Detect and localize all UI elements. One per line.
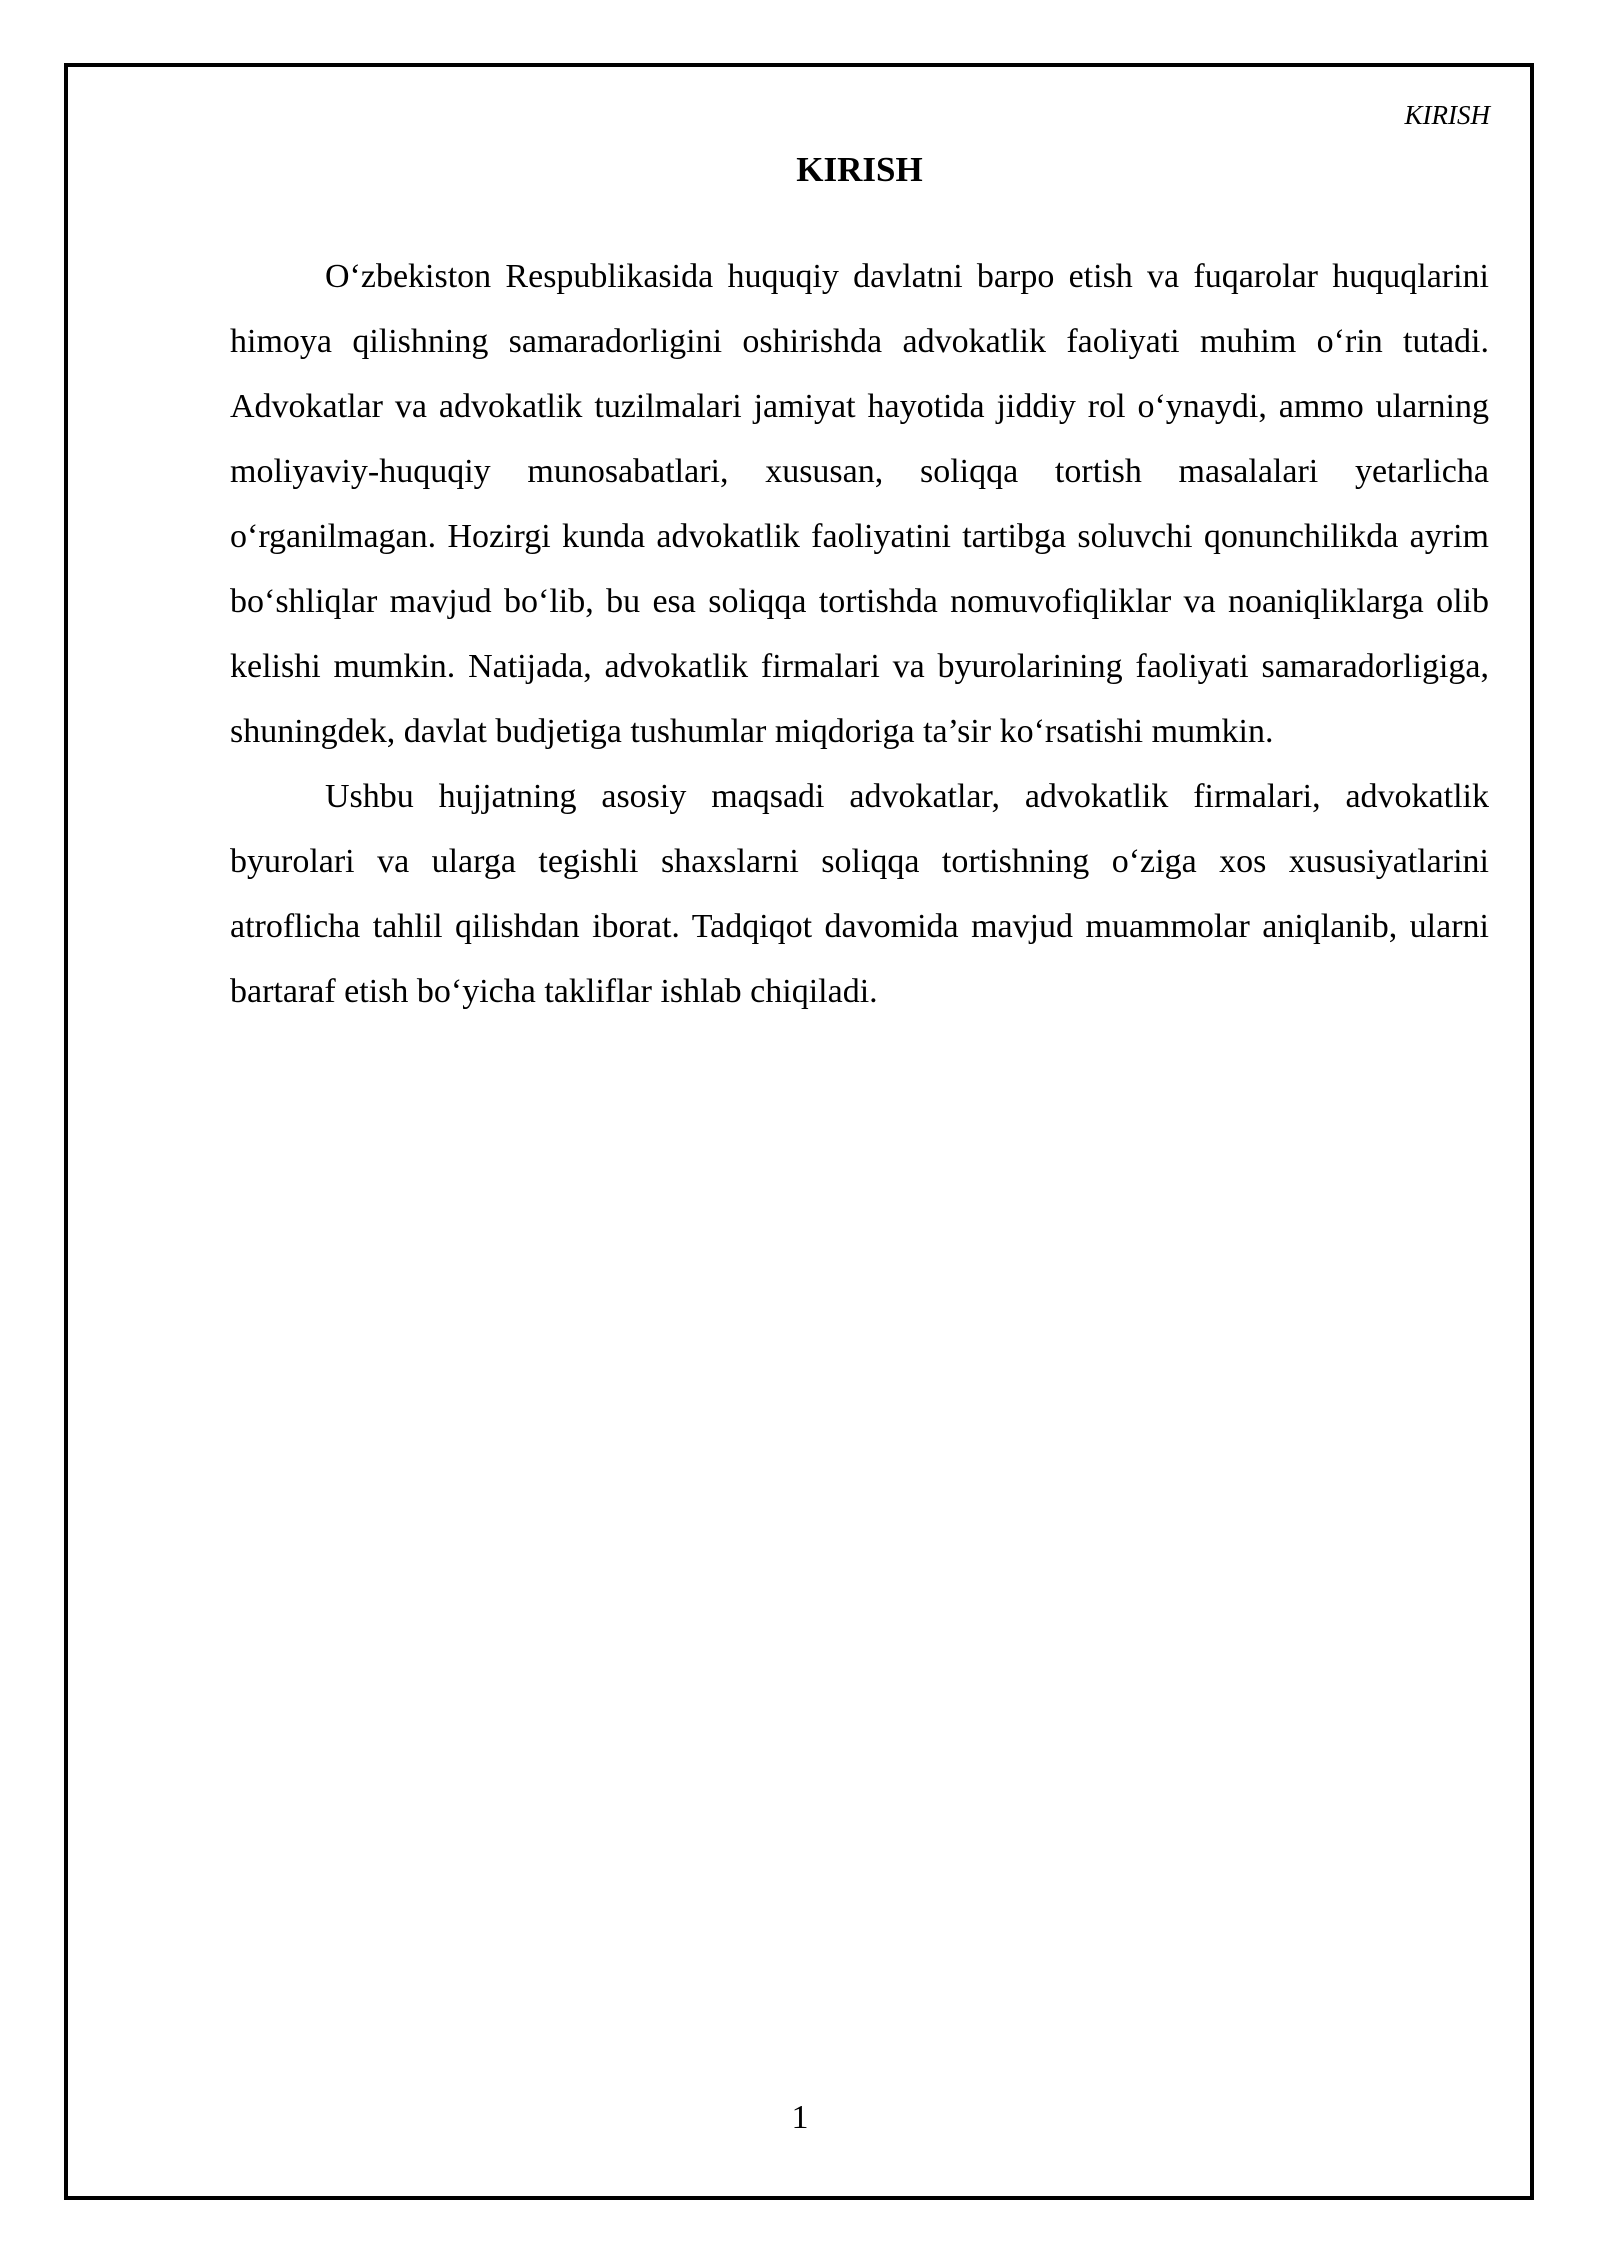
paragraph: O‘zbekiston Respublikasida huquqiy davlatni barpo etish va fuqarolar huquqlarini himoya qilishning samaradorligini oshirishda advokatlik faoliyati muhim o‘rin tutadi. Advokatlar va advokatlik tuzilmalari jamiyat hayotida jiddiy rol o‘ynaydi, ammo ularning moliyaviy-huquqiy munosabatlari, xususan, soliqqa tortish masalalari yetarlicha o‘rganilmagan. Hozirgi kunda advokatlik faoliyatini tartibga soluvchi qonunchilikda ayrim bo‘shliqlar mavjud bo‘lib, bu esa soliqqa tortishda nomuvofiqliklar va noaniqliklarga olib kelishi mumkin. Natijada, advokatlik firmalari va byurolarining faoliyati samaradorligiga, shuningdek, davlat budjetiga tushumlar miqdoriga ta’sir ko‘rsatishi mumkin.: [230, 258, 1489, 750]
document-body: [230, 244, 1489, 1024]
paragraph: Ushbu hujjatning asosiy maqsadi advokatlar, advokatlik firmalari, advokatlik byurolari va ularga tegishli shaxslarni soliqqa tortishning o‘ziga xos xususiyatlarini atroflicha tahlil qilishdan iborat. Tadqiqot davomida mavjud muammolar aniqlanib, ularni bartaraf etish bo‘yicha takliflar ishlab chiqiladi.: [230, 778, 1489, 1010]
running-header: KIRISH: [1404, 100, 1490, 130]
page-number: 1: [791, 2099, 809, 2136]
page-title: KIRISH: [796, 150, 923, 189]
